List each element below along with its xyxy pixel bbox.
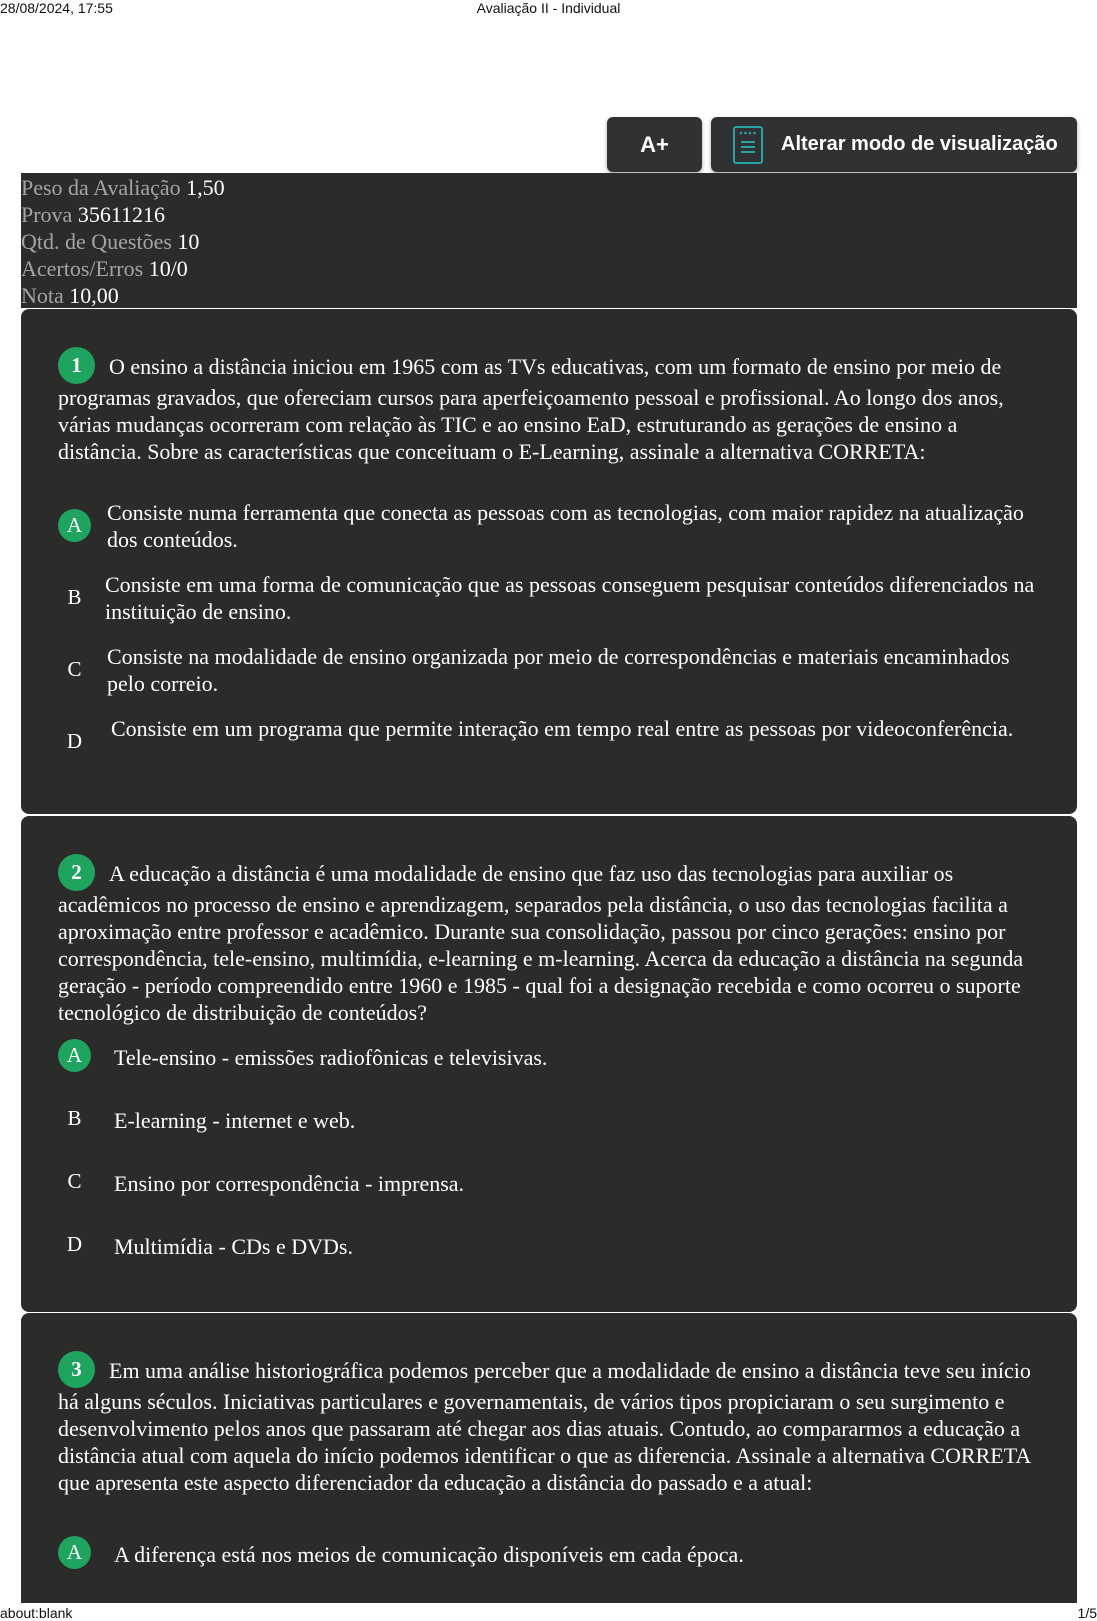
option-d[interactable]: [58, 1228, 1037, 1268]
question-statement: A educação a distância é uma modalidade de ensino que faz uso das tecnologias para auxiliar os acadêmicos no processo de ensino e aprendizagem, separados pela distância, o uso das tecnologias facilita a aproximação entre professor e acadêmico. Durante sua consolidação, passou por cinco gerações: ensino por correspondência, tele-ensino, multimídia, e-learning e m-learning. Acerca da educação a distância na segunda geração - período compreendido entre 1960 e 1985 - qual foi a designação recebida e como ocorreu o suporte tecnológico de distribuição de conteúdos?: [58, 861, 1024, 1025]
option-letter-correct: A: [58, 1536, 91, 1569]
option-b[interactable]: [58, 571, 1037, 627]
option-text: Consiste em um programa que permite interação em tempo real entre as pessoas por videoconferência.: [111, 716, 1014, 741]
question-text: [58, 347, 1037, 465]
questions-value: 10: [177, 229, 200, 254]
score-label: Acertos/Erros: [21, 256, 144, 281]
question-card-2: [21, 816, 1077, 1312]
print-page-number: 1/5: [1077, 1605, 1097, 1621]
exam-label: Prova: [21, 202, 73, 227]
document-icon: [733, 126, 763, 164]
option-a[interactable]: [58, 499, 1037, 555]
summary-exam: [21, 201, 1077, 228]
option-letter: D: [66, 1232, 83, 1256]
option-text: Tele-ensino - emissões radiofônicas e televisivas.: [114, 1045, 548, 1070]
option-a[interactable]: [58, 1039, 1037, 1079]
grade-value: 10,00: [69, 283, 119, 308]
option-letter: C: [67, 657, 82, 681]
grade-label: Nota: [21, 283, 64, 308]
weight-label: Peso da Avaliação: [21, 175, 181, 200]
question-number-badge: 1: [58, 347, 95, 384]
exam-summary: [21, 173, 1077, 308]
print-footer: [0, 1605, 1097, 1621]
question-statement: O ensino a distância iniciou em 1965 com as TVs educativas, com um formato de ensino por meio de programas gravados, que ofereciam cursos para aperfeiçoamento pessoal e profissional. Ao longo dos anos, várias mudanças ocorreram com relação às TIC e ao ensino EaD, estruturando as gerações de ensino a distância. Sobre as características que conceituam o E-Learning, assinale a alternativa CORRETA:: [58, 354, 1004, 464]
question-card-3: [21, 1313, 1077, 1603]
option-text: Consiste na modalidade de ensino organizada por meio de correspondências e materiais encaminhados pelo correio.: [107, 644, 1010, 696]
option-text: E-learning - internet e web.: [114, 1108, 356, 1133]
option-text: Consiste em uma forma de comunicação que as pessoas conseguem pesquisar conteúdos diferenciados na instituição de ensino.: [105, 572, 1035, 624]
summary-grade: [21, 282, 1077, 309]
question-number-badge: 2: [58, 854, 95, 891]
option-text: Multimídia - CDs e DVDs.: [114, 1234, 353, 1259]
question-card-1: [21, 309, 1077, 814]
question-statement: Em uma análise historiográfica podemos perceber que a modalidade de ensino a distância teve seu início há alguns séculos. Iniciativas particulares e governamentais, de vários tipos propiciaram o seu surgimento e desenvolvimento pelos anos que passaram até chegar aos dias atuais. Contudo, ao compararmos a educação a distância atual com aquela do início podemos identificar o que as diferencia. Assinale a alternativa CORRETA que apresenta este aspecto diferenciador da educação a distância do passado e a atual:: [58, 1358, 1031, 1495]
option-letter: B: [67, 1106, 82, 1130]
print-header: [0, 0, 1097, 16]
questions-label: Qtd. de Questões: [21, 229, 172, 254]
summary-score: [21, 255, 1077, 282]
summary-questions: [21, 228, 1077, 255]
option-letter: B: [67, 585, 82, 609]
option-text: Consiste numa ferramenta que conecta as pessoas com as tecnologias, com maior rapidez na atualização dos conteúdos.: [107, 500, 1024, 552]
summary-weight: [21, 174, 1077, 201]
print-url: about:blank: [0, 1605, 73, 1621]
option-letter: C: [67, 1169, 82, 1193]
option-text: A diferença está nos meios de comunicação disponíveis em cada época.: [114, 1542, 744, 1567]
font-size-label: A+: [640, 131, 669, 157]
option-c[interactable]: [58, 1165, 1037, 1205]
option-c[interactable]: [58, 643, 1037, 699]
question-text: [58, 854, 1037, 1026]
font-size-button[interactable]: [607, 117, 702, 172]
option-d[interactable]: [58, 715, 1037, 771]
question-text: [58, 1351, 1037, 1496]
score-value: 10/0: [148, 256, 188, 281]
print-title: Avaliação II - Individual: [476, 0, 621, 16]
option-a[interactable]: [58, 1536, 1037, 1576]
option-letter-correct: A: [58, 509, 91, 542]
print-datetime: 28/08/2024, 17:55: [0, 0, 113, 16]
option-letter-correct: A: [58, 1039, 91, 1072]
view-mode-button[interactable]: [711, 117, 1077, 172]
option-letter: D: [66, 729, 83, 753]
question-number-badge: 3: [58, 1351, 95, 1388]
view-mode-label: Alterar modo de visualização: [781, 133, 1058, 155]
exam-value: 35611216: [77, 202, 166, 227]
option-text: Ensino por correspondência - imprensa.: [114, 1171, 465, 1196]
option-b[interactable]: [58, 1102, 1037, 1142]
weight-value: 1,50: [186, 175, 225, 200]
